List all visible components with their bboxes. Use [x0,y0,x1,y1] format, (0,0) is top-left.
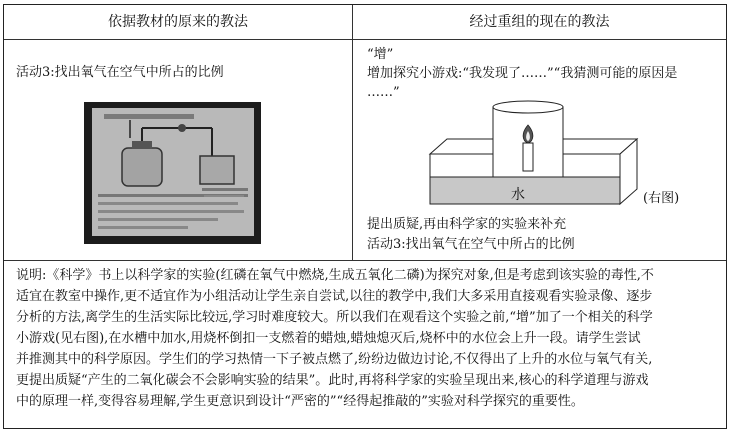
right-activity-text: 活动3:找出氧气在空气中所占的比例 [367,237,575,252]
textbook-experiment-photo [84,102,261,244]
right-line-game: 增加探究小游戏:“我发现了……”“我猜测可能的原因是 [367,66,678,81]
figure-label: (右图) [643,191,680,206]
table-header [4,5,726,40]
right-line-ellipsis: ……” [367,85,400,100]
comparison-table [3,4,727,429]
reorganized-method-cell [353,39,726,260]
right-line-question: 提出质疑,再由科学家的实验来补充 [367,217,567,232]
header-right-title: 经过重组的现在的教法 [469,14,610,30]
original-method-cell [4,39,352,260]
left-activity-text: 活动3:找出氧气在空气中所占的比例 [16,65,224,80]
right-line-zeng: “增” [367,47,394,62]
header-divider [352,5,353,39]
note-line: 并推测其中的科学原因。学生们的学习热情一下子被点燃了,纷纷边做边讨论,不仅得出了上升的水位与氧气有关, [16,352,653,367]
note-line: 更提出质疑“产生的二氧化碳会不会影响实验的结果”。此时,再将科学家的实验呈现出来,核心的科学道理与游戏 [16,373,649,388]
note-line: 说明:《科学》书上以科学家的实验(红磷在氧气中燃烧,生成五氧化二磷)为探究对象,但是考虑到该实验的毒性,不 [16,268,654,283]
water-label: 水 [511,187,525,203]
note-line: 小游戏(见右图),在水槽中加水,用烧杯倒扣一支燃着的蜡烛,蜡烛熄灭后,烧杯中的水位会上升一段。请学生尝试 [16,331,641,346]
header-left-title: 依据教材的原来的教法 [108,14,248,30]
note-line: 适宜在教室中操作,更不适宜作为小组活动让学生亲自尝试,以往的教学中,我们大多采用直接观看实验录像、逐步 [16,289,653,304]
explanation-note [16,265,716,412]
experiment-apparatus-image [92,108,254,236]
photo-paper [92,108,254,236]
note-line: 中的原理一样,变得容易理解,学生更意识到设计“严密的”“经得起推敲的”实验对科学探究的重要性。 [16,394,584,409]
note-line: 分析的方法,离学生的生活实际比较远,学习时难度较大。所以我们在观看这个实验之前,“增”加了一个相关的科学 [16,310,653,325]
candle-beaker-diagram [425,99,655,214]
content-row [4,39,726,261]
